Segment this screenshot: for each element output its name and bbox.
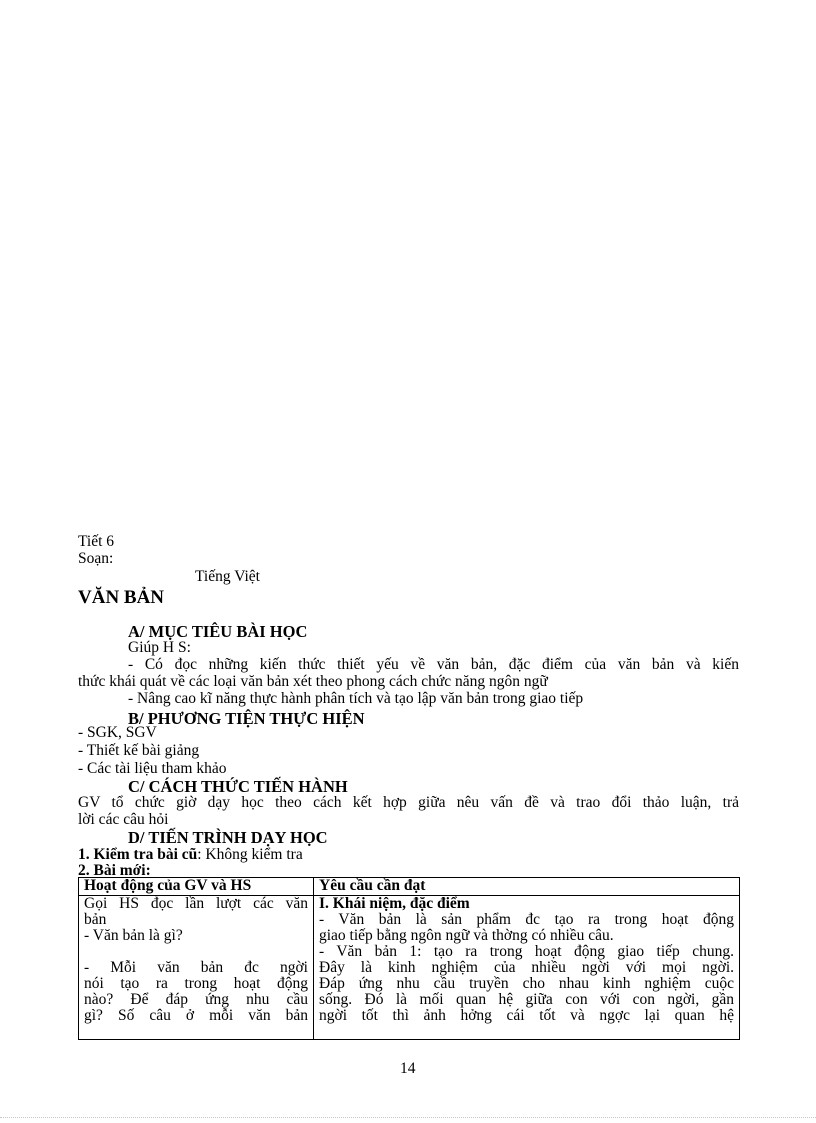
check-label: 1. Kiểm tra bài cũ: [78, 846, 198, 863]
section-a-heading: A/ MỤC TIÊU BÀI HỌC: [128, 622, 308, 641]
section-b-item: - SGK, SGV: [78, 724, 157, 741]
previous-lesson-check: [78, 846, 303, 863]
activities-line: nào? Để đáp ứng nhu cầu: [84, 991, 308, 1008]
activities-line: Gọi HS đọc lần lượt các văn: [84, 896, 308, 912]
requirements-line: ngời tốt thì ảnh hởng cái tốt và ngợc lại quan hệ: [319, 1007, 734, 1024]
table-header-activities: Hoạt động của GV và HS: [79, 878, 314, 896]
requirements-cell: [314, 896, 740, 1040]
activities-spacer: [84, 944, 308, 960]
section-c-heading: C/ CÁCH THỨC TIẾN HÀNH: [128, 777, 348, 796]
page-title: VĂN BẢN: [78, 587, 165, 608]
requirements-line: giao tiếp bằng ngôn ngữ và thờng có nhiều câu.: [319, 927, 614, 944]
prepared-label: Soạn:: [78, 550, 114, 567]
requirements-line: sống. Đó là mối quan hệ giữa con với con ngời, gần: [319, 991, 734, 1008]
activities-line: nói tạo ra trong hoạt động: [84, 975, 308, 992]
section-a-intro: Giúp H S:: [128, 639, 191, 656]
activities-line: bản: [84, 911, 107, 928]
page-edge-rule: [0, 1117, 816, 1118]
section-b-item: - Các tài liệu tham khảo: [78, 760, 227, 777]
table-row: [79, 896, 740, 1040]
section-b-item: - Thiết kế bài giảng: [78, 742, 200, 759]
requirements-line: - Văn bản là sản phẩm đc tạo ra trong hoạt động: [319, 911, 734, 928]
section-c-line2: lời các câu hỏi: [78, 811, 169, 828]
lesson-number: Tiết 6: [78, 533, 115, 550]
section-c-line1: GV tổ chức giờ dạy học theo cách kết hợp giữa nêu vấn đề và trao đổi thảo luận, trả: [78, 794, 739, 811]
section-d-heading: D/ TIẾN TRÌNH DẠY HỌC: [128, 828, 328, 847]
activities-line: - Văn bản là gì?: [84, 927, 183, 944]
check-value: : Không kiểm tra: [197, 846, 303, 863]
activities-line: - Mỗi văn bản đc ngời: [84, 959, 308, 976]
new-lesson-label: 2. Bài mới:: [78, 862, 151, 879]
section-a-point2: - Nâng cao kĩ năng thực hành phân tích và tạo lập văn bản trong giao tiếp: [128, 690, 584, 707]
page-number: 14: [400, 1060, 416, 1077]
subject-label: Tiếng Việt: [195, 568, 260, 585]
table-header-requirements: Yêu cầu cần đạt: [314, 878, 740, 896]
requirements-line: Đây là kinh nghiệm của nhiều ngời với mọi ngời.: [319, 959, 734, 976]
section-b-heading: B/ PHƯƠNG TIỆN THỰC HIỆN: [128, 709, 365, 728]
requirements-heading: I. Khái niệm, đặc điểm: [319, 896, 470, 912]
lesson-plan-table: [78, 877, 740, 1040]
activities-line: gì? Số câu ở mỗi văn bản: [84, 1007, 308, 1024]
requirements-line: - Văn bản 1: tạo ra trong hoạt động giao tiếp chung.: [319, 943, 734, 960]
section-a-point1-line2: thức khái quát về các loại văn bản xét theo phong cách chức năng ngôn ngữ: [78, 673, 548, 690]
requirements-line: Đáp ứng nhu cầu truyền cho nhau kinh nghiệm cuộc: [319, 975, 734, 992]
activities-cell: [79, 896, 314, 1040]
table-header-row: [79, 878, 740, 896]
section-a-point1-line1: - Có đọc những kiến thức thiết yếu về văn bản, đặc điểm của văn bản và kiến: [128, 656, 739, 673]
